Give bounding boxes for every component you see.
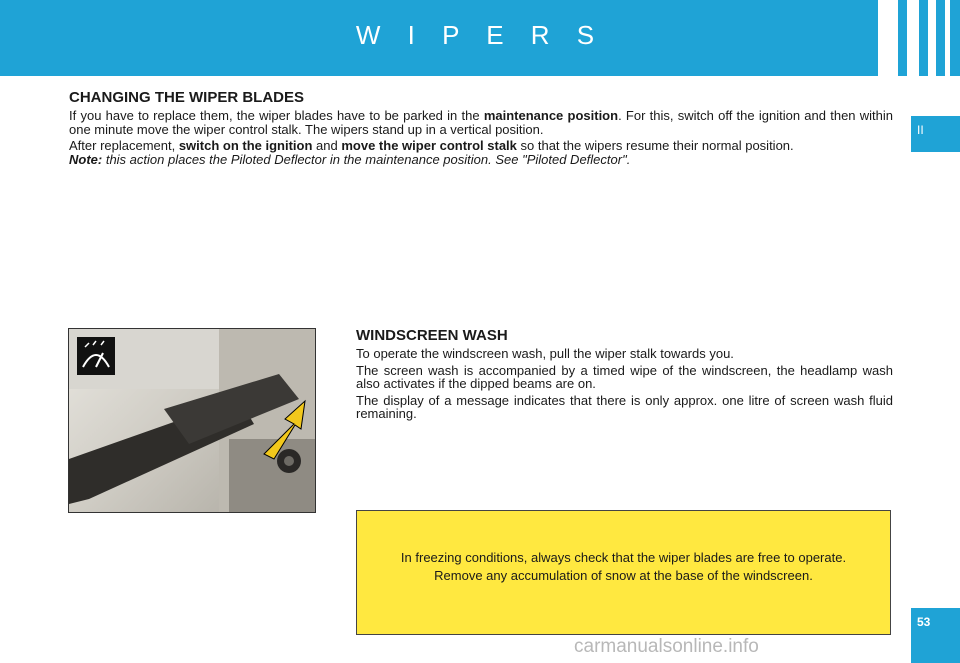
warning-box	[356, 510, 891, 635]
page-title: W I P E R S	[355, 20, 605, 50]
wiper-stalk-photo	[68, 328, 316, 513]
paragraph: After replacement, switch on the ignition and move the wiper control stalk so that the wipers resume their normal position.	[69, 138, 794, 153]
paragraph: The display of a message indicates that there is only approx. one litre of screen wash fluid remaining.	[356, 392, 893, 421]
notice-line: In freezing conditions, always check that the wiper blades are free to operate.	[400, 550, 847, 565]
paragraph: The screen wash is accompanied by a timed wipe of the windscreen, the headlamp wash also activates if the dipped beams are on.	[356, 362, 893, 391]
section-changing-blades	[69, 89, 893, 166]
header-stripes	[878, 0, 950, 76]
section-heading: CHANGING THE WIPER BLADES	[69, 89, 305, 106]
watermark: carmanualsonline.info	[574, 636, 759, 657]
section-heading: WINDSCREEN WASH	[356, 327, 508, 344]
page-header	[0, 0, 960, 76]
paragraph: To operate the windscreen wash, pull the wiper stalk towards you.	[356, 346, 734, 361]
chapter-tab	[911, 116, 960, 152]
page-number: 53	[911, 608, 960, 663]
section-windscreen-wash	[356, 327, 893, 421]
paragraph: If you have to replace them, the wiper blades have to be parked in the maintenance position. For this, switch off the ignition and then within one minute move the wiper control stalk. The wipers stand up in a vertical position.	[69, 108, 894, 137]
chapter-tab-label: II	[917, 123, 924, 137]
notice-line: Remove any accumulation of snow at the base of the windscreen.	[434, 568, 813, 583]
note: Note: this action places the Piloted Deflector in the maintenance position. See "Piloted Deflector".	[69, 151, 631, 167]
